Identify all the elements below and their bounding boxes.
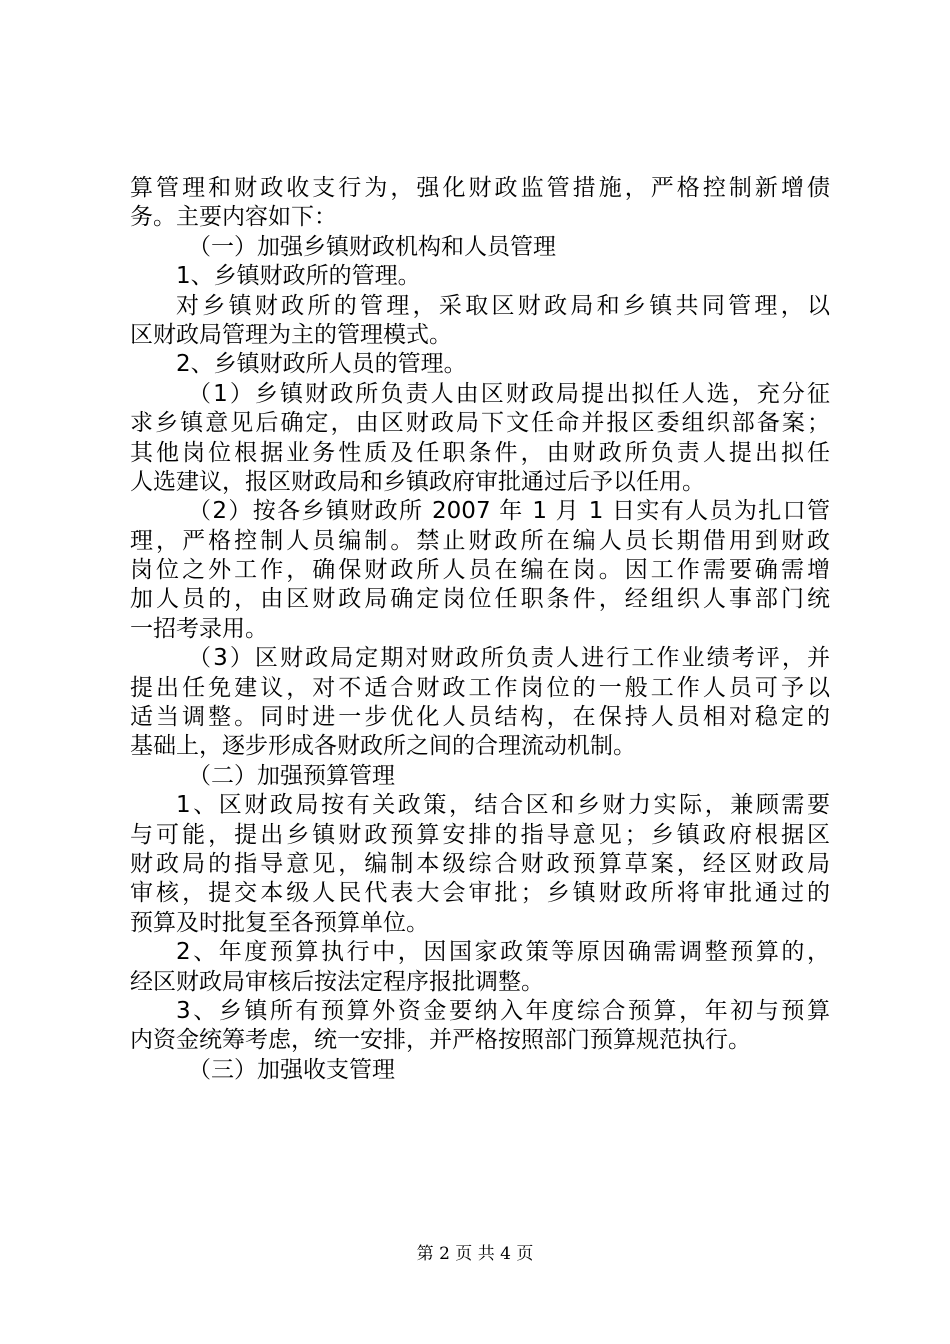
- body-line: 内资金统筹考虑，统一安排，并严格按照部门预算规范执行。: [130, 1027, 751, 1054]
- subsection-heading: 1、乡镇财政所的管理。: [176, 263, 421, 290]
- body-line: 务。主要内容如下：: [130, 204, 337, 231]
- body-line: 适当调整。同时进一步优化人员结构，在保持人员相对稳定的: [130, 704, 830, 731]
- body-line: 3、乡镇所有预算外资金要纳入年度综合预算，年初与预算: [176, 997, 830, 1024]
- body-line: 其他岗位根据业务性质及任职条件，由财政所负责人提出拟任: [130, 439, 830, 466]
- body-line: 算管理和财政收支行为，强化财政监管措施，严格控制新增债: [130, 175, 830, 201]
- body-line: 一招考录用。: [130, 615, 268, 642]
- body-line: 理，严格控制人员编制。禁止财政所在编人员长期借用到财政: [130, 527, 830, 554]
- body-line: 求乡镇意见后确定，由区财政局下文任命并报区委组织部备案；: [130, 410, 830, 437]
- document-body: [130, 174, 830, 1085]
- subsection-heading: 2、乡镇财政所人员的管理。: [176, 351, 467, 378]
- body-line: 审核，提交本级人民代表大会审批；乡镇财政所将审批通过的: [130, 880, 830, 907]
- body-line: 对乡镇财政所的管理，采取区财政局和乡镇共同管理，以: [176, 292, 830, 319]
- body-line: 财政局的指导意见，编制本级综合财政预算草案，经区财政局: [130, 850, 830, 877]
- body-line: 1、区财政局按有关政策，结合区和乡财力实际，兼顾需要: [176, 792, 830, 819]
- body-line: 岗位之外工作，确保财政所人员在编在岗。因工作需要确需增: [130, 557, 830, 584]
- body-line: （3）区财政局定期对财政所负责人进行工作业绩考评，并: [188, 645, 830, 672]
- body-line: 加人员的，由区财政局确定岗位任职条件，经组织人事部门统: [130, 586, 830, 613]
- body-line: 与可能，提出乡镇财政预算安排的指导意见；乡镇政府根据区: [130, 821, 830, 848]
- page-footer: [0, 1243, 950, 1265]
- body-line: （2）按各乡镇财政所 2007 年 1 月 1 日实有人员为扎口管: [188, 498, 830, 525]
- body-line: （1）乡镇财政所负责人由区财政局提出拟任人选，充分征: [188, 380, 830, 407]
- body-line: 经区财政局审核后按法定程序报批调整。: [130, 968, 544, 995]
- body-line: 区财政局管理为主的管理模式。: [130, 321, 452, 348]
- body-line: 提出任免建议，对不适合财政工作岗位的一般工作人员可予以: [130, 674, 830, 701]
- section-heading: （二）加强预算管理: [188, 762, 395, 789]
- section-heading: （三）加强收支管理: [188, 1056, 395, 1083]
- page-number: 第 2 页 共 4 页: [416, 1244, 534, 1264]
- body-line: 2、年度预算执行中，因国家政策等原因确需调整预算的，: [176, 939, 830, 966]
- section-heading: （一）加强乡镇财政机构和人员管理: [188, 233, 556, 260]
- body-line: 预算及时批复至各预算单位。: [130, 909, 429, 936]
- body-line: 人选建议，报区财政局和乡镇政府审批通过后予以任用。: [130, 468, 705, 495]
- body-line: 基础上，逐步形成各财政所之间的合理流动机制。: [130, 733, 636, 760]
